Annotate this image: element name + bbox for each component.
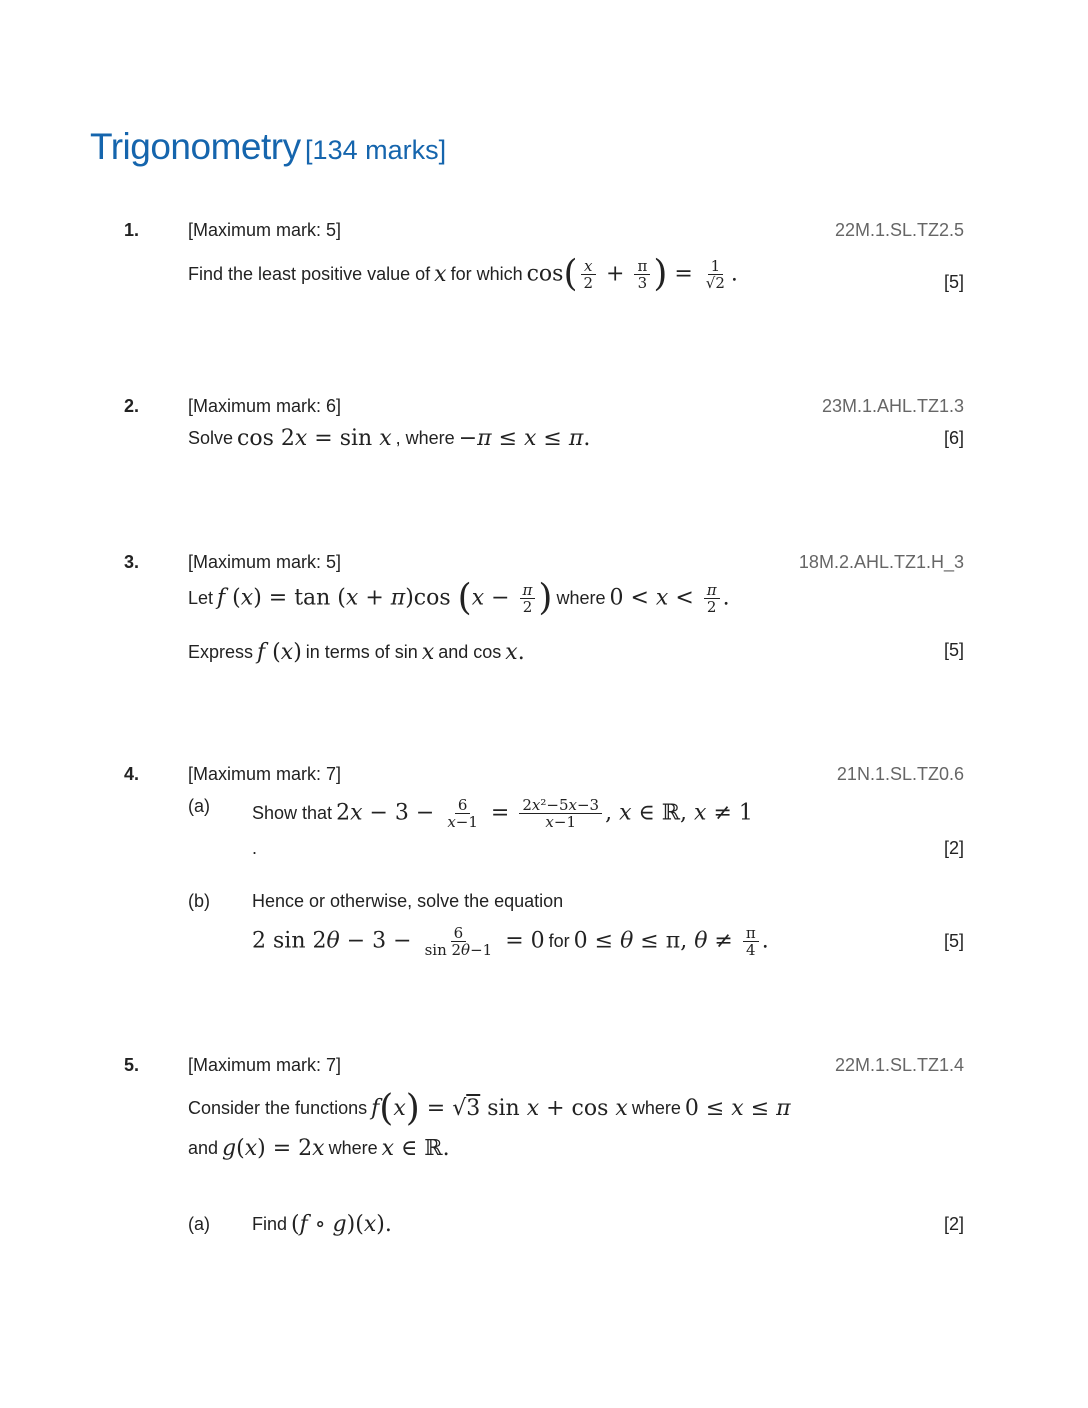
part-text: Show that 2x − 3 − $\frac{6}{x-1}$ = $\frac{\text{2x²−5x−3}}{x-1}$ , x ∈ ℝ, x ≠ 1: [252, 795, 753, 831]
part-equation: 2 sin 2θ − 3 − $\frac{6}{\sin 2\theta-1}$ = 0 for 0 ≤ θ ≤ π, θ ≠ $\frac{\pi}{4}$ .: [252, 923, 769, 959]
math-expression: f (x): [257, 639, 302, 665]
page-title: [90, 126, 446, 168]
question-text: Solve cos 2x = sin x , where −π ≤ x ≤ π.: [188, 425, 591, 451]
math-expression: cos 2x = sin x: [237, 425, 392, 451]
math-expression: cos( $\frac{x}{2}$ + $\frac{\pi}{3}$ ) = $\frac{1}{√2}$ .: [526, 253, 738, 294]
part-label: (a): [188, 796, 210, 816]
part-mark: [2]: [943, 1214, 964, 1234]
question-code: 21N.1.SL.TZ0.6: [836, 764, 964, 784]
question-number: 1.: [124, 220, 140, 240]
math-expression: −π ≤ x ≤ π.: [458, 425, 591, 451]
math-expression: x.: [505, 639, 525, 665]
question-text: and g(x) = 2x where x ∈ ℝ.: [188, 1135, 450, 1161]
math-expression: x: [421, 639, 435, 665]
part-text: Hence or otherwise, solve the equation: [252, 891, 564, 911]
title-text: Trigonometry: [90, 126, 301, 167]
math-expression: 0 < x < $\frac{\pi}{2}$ .: [609, 580, 730, 616]
question-number: 2.: [124, 396, 140, 416]
math-expression: f (x) = tan (x + π)cos (x − $\frac{\pi}{2}$ ): [217, 577, 553, 618]
question-mark: [6]: [943, 428, 964, 448]
maximum-mark: [Maximum mark: 7]: [188, 764, 342, 784]
math-expression: x: [434, 261, 447, 287]
math-expression: g(x) = 2x: [222, 1135, 325, 1161]
maximum-mark: [Maximum mark: 5]: [188, 552, 342, 572]
math-expression: 2 sin 2θ − 3 − $\frac{6}{\sin 2\theta-1}$ = 0: [252, 923, 545, 959]
math-expression: f(x) = √3 sin x + cos x: [371, 1087, 628, 1129]
question-mark: [5]: [943, 272, 964, 292]
question-text: Consider the functions f(x) = √3 sin x + cos x where 0 ≤ x ≤ π: [188, 1087, 791, 1129]
maximum-mark: [Maximum mark: 6]: [188, 396, 342, 416]
math-expression: 0 ≤ x ≤ π: [684, 1095, 791, 1121]
math-expression: x ∈ ℝ.: [381, 1135, 450, 1161]
math-expression: (f ∘ g)(x).: [291, 1211, 392, 1237]
question-number: 5.: [124, 1055, 140, 1075]
question-code: 18M.2.AHL.TZ1.H_3: [798, 552, 964, 572]
part-label: (a): [188, 1214, 210, 1234]
question-code: 22M.1.SL.TZ2.5: [834, 220, 964, 240]
maximum-mark: [Maximum mark: 5]: [188, 220, 342, 240]
question-number: 4.: [124, 764, 140, 784]
math-expression: 0 ≤ θ ≤ π, θ ≠ $\frac{\pi}{4}$ .: [573, 923, 769, 959]
part-text: Find (f ∘ g)(x).: [252, 1211, 392, 1237]
part-mark: [5]: [943, 931, 964, 951]
question-text: Find the least positive value of x for which cos( $\frac{x}{2}$ + $\frac{\pi}{3}$ ) = $\frac{1}{√2}$ .: [188, 253, 738, 294]
part-mark: [2]: [943, 838, 964, 858]
maximum-mark: [Maximum mark: 7]: [188, 1055, 342, 1075]
question-number: 3.: [124, 552, 140, 572]
trailing-dot: .: [252, 838, 258, 858]
question-mark: [5]: [943, 640, 964, 660]
question-code: 23M.1.AHL.TZ1.3: [821, 396, 964, 416]
question-code: 22M.1.SL.TZ1.4: [834, 1055, 964, 1075]
total-marks: [134 marks]: [305, 135, 447, 165]
part-label: (b): [188, 891, 210, 911]
math-expression: 2x − 3 − $\frac{6}{x-1}$ = $\frac{\text{2x²−5x−3}}{x-1}$ , x ∈ ℝ, x ≠ 1: [336, 795, 753, 831]
question-text: Let f (x) = tan (x + π)cos (x − $\frac{\pi}{2}$ ) where 0 < x < $\frac{\pi}{2}$ .: [188, 577, 730, 618]
question-text: Express f (x) in terms of sin x and cos x.: [188, 639, 525, 665]
